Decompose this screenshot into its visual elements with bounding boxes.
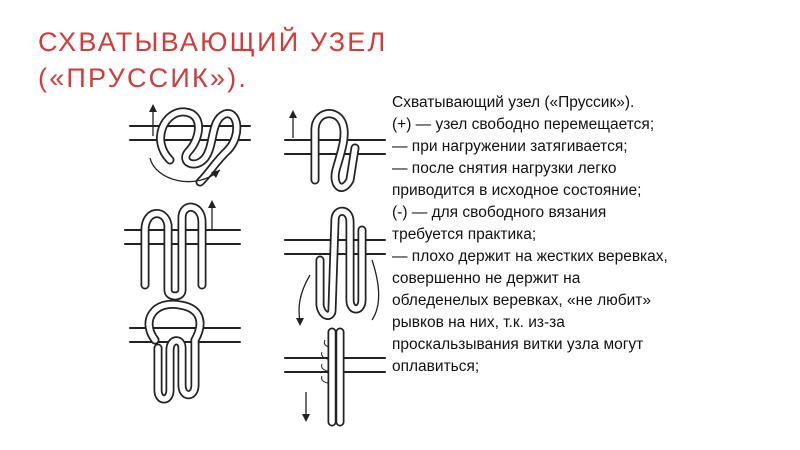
- slide-title: [38, 24, 387, 96]
- knot-step-1: [130, 104, 250, 182]
- body-line: (+) — узел свободно перемещается;: [392, 116, 655, 133]
- knot-step-5: [130, 304, 240, 399]
- body-line: совершенно не держит на: [392, 270, 581, 287]
- body-heading: Схватывающий узел («Пруссик»).: [392, 94, 635, 111]
- knot-illustration: [110, 100, 390, 430]
- title-line-1: СХВАТЫВАЮЩИЙ УЗЕЛ: [38, 27, 388, 57]
- body-line: требуется практика;: [392, 226, 537, 243]
- body-line: — при нагружении затягивается;: [392, 138, 628, 155]
- body-line: оплавиться;: [392, 358, 480, 375]
- body-line: проскальзывания витки узла могут: [392, 336, 644, 353]
- body-line: рывков на них, т.к. из-за: [392, 314, 565, 331]
- knot-step-2: [285, 110, 385, 187]
- knot-step-4: [285, 211, 385, 326]
- body-line: обледенелых веревках, «не любит»: [392, 292, 651, 309]
- knot-step-6: [285, 332, 385, 422]
- slide-body-text: [392, 92, 764, 378]
- knot-step-3: [125, 200, 240, 296]
- body-line: (-) — для свободного вязания: [392, 204, 607, 221]
- body-line: — плохо держит на жестких веревках,: [392, 248, 668, 265]
- body-line: приводится в исходное состояние;: [392, 182, 642, 199]
- body-line: — после снятия нагрузки легко: [392, 160, 617, 177]
- title-line-2: («ПРУССИК»).: [38, 63, 249, 93]
- prusik-knot-diagram-icon: [110, 100, 390, 430]
